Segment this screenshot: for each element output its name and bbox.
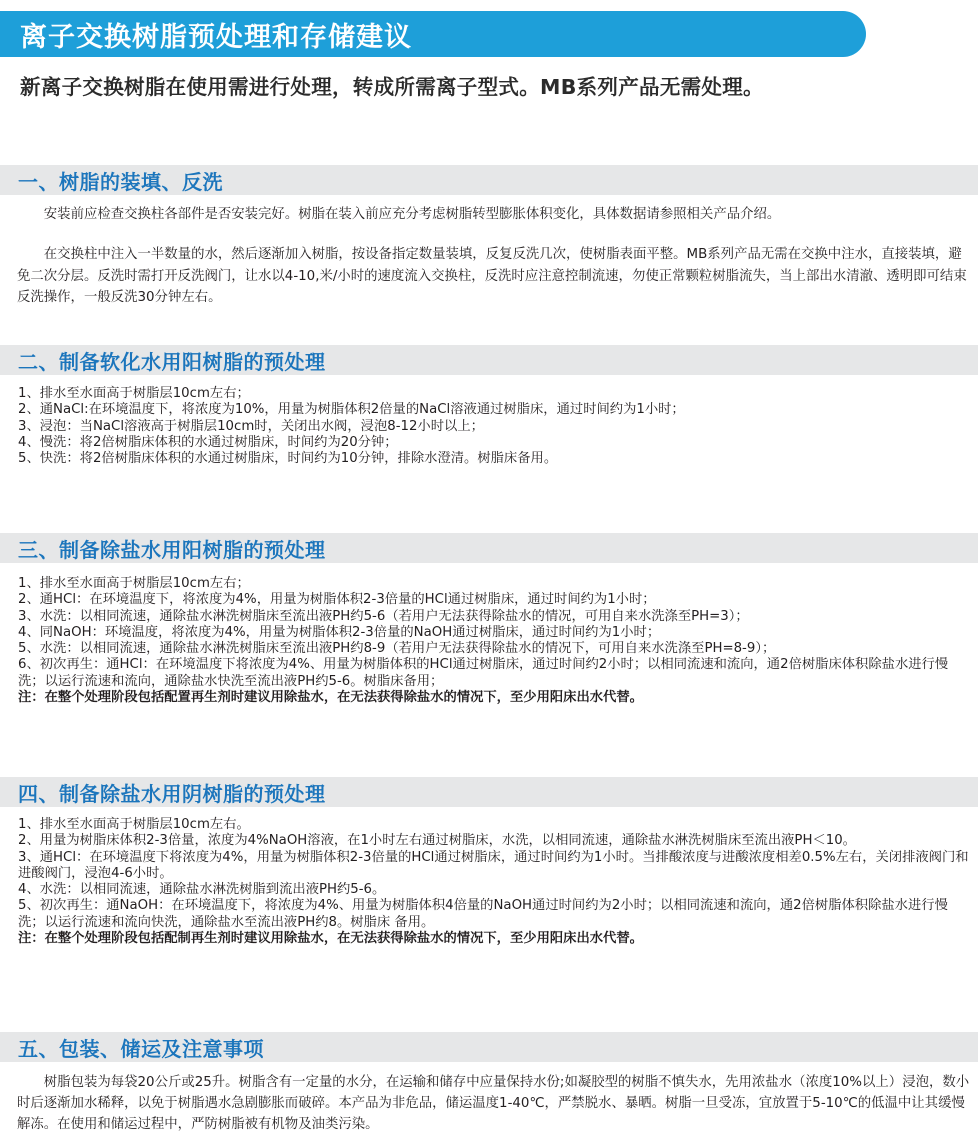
section-2-header — [0, 345, 978, 375]
list-item: 3、浸泡：当NaCl溶液高于树脂层10cm时，关闭出水阀，浸泡8-12小时以上； — [18, 418, 484, 434]
list-item: 2、通HCl：在环境温度下，将浓度为4%，用量为树脂体积2-3倍量的HCl通过树脂床，通过时间约为1小时； — [18, 592, 656, 608]
list-item: 5、水洗：以相同流速，通除盐水淋洗树脂床至流出液PH约8-9（若用户无法获得除盐水的情况下，可用自来水洗涤至PH=8-9）； — [18, 641, 776, 657]
section-2-title: 二、制备软化水用阳树脂的预处理 — [18, 349, 326, 374]
list-item: 4、同NaOH：环境温度，将浓度为4%，用量为树脂体积2-3倍量的NaOH通过树脂床，通过时间约为1小时； — [18, 624, 661, 640]
list-item: 1、排水至水面高于树脂层10cm左右。 — [18, 817, 250, 832]
section-4-note: 注：在整个处理阶段包括配制再生剂时建议用除盐水，在无法获得除盐水的情况下，至少用阳床出水代替。 — [18, 931, 643, 947]
list-item: 4、慢洗：将2倍树脂床体积的水通过树脂床，时间约为20分钟； — [18, 434, 398, 450]
list-item: 6、初次再生：通HCl：在环境温度下将浓度为4%、用量为树脂体积的HCl通过树脂床，通过时间约2小时；以相同流速和流向，通2倍树脂床体积除盐水进行慢洗；以运行流速和流向，通除盐水快洗至流出液PH约5-6。树脂床备用； — [18, 657, 949, 689]
section-3-list — [18, 576, 973, 706]
section-3-title: 三、制备除盐水用阳树脂的预处理 — [18, 537, 326, 562]
list-item: 5、快洗：将2倍树脂床体积的水通过树脂床，时间约为10分钟，排除水澄清。树脂床备用。 — [18, 451, 558, 467]
list-item: 3、通HCl：在环境温度下将浓度为4%，用量为树脂体积2-3倍量的HCl通过树脂床，通过时间约为1小时。当排酸浓度与进酸浓度相差0.5%左右，关闭排液阀门和进酸阀门，浸泡4-6小时。 — [18, 849, 969, 881]
section-1-header — [0, 165, 978, 195]
section-4-list — [18, 817, 973, 947]
list-item: 3、水洗：以相同流速，通除盐水淋洗树脂床至流出液PH约5-6（若用户无法获得除盐水的情况，可用自来水洗涤至PH=3）； — [18, 608, 749, 624]
section-1-paragraph-1: 安装前应检查交换柱各部件是否安装完好。树脂在装入前应充分考虑树脂转型膨胀体积变化，具体数据请参照相关产品介绍。 — [43, 207, 781, 222]
section-1-title: 一、树脂的装填、反洗 — [18, 169, 223, 194]
section-1-paragraph-2: 在交换柱中注入一半数量的水，然后逐渐加入树脂，按设备指定数量装填，反复反洗几次，使树脂表面平整。MB系列产品无需在交换中注水，直接装填，避免二次分层。反洗时需打开反洗阀门，让水以4-10,米/小时的速度流入交换柱，反洗时应注意控制流速，勿使正常颗粒树脂流失，当上部出水清澈、透明即可结束反洗操作，一般反洗30分钟左右。 — [17, 247, 967, 305]
list-item: 5、初次再生：通NaOH：在环境温度下，将浓度为4%、用量为树脂体积4倍量的NaOH通过时间约为2小时；以相同流速和流向，通2倍树脂体积除盐水进行慢洗；以运行流速和流向快洗，通除盐水至流出液PH约8。树脂床 备用。 — [18, 898, 948, 930]
section-5-paragraph: 树脂包装为每袋20公斤或25升。树脂含有一定量的水分，在运输和储存中应量保持水份;如凝胶型的树脂不慎失水，先用浓盐水（浓度10%以上）浸泡，数小时后逐渐加水稀释，以免于树脂遇水急剧膨胀而破碎。本产品为非危品，储运温度1-40℃，严禁脱水、暴晒。树脂一旦受冻，宜放置于5-10℃的低温中让其缓慢解冻。在使用和储运过程中，严防树脂被有机物及油类污染。 — [17, 1075, 970, 1132]
section-5-title: 五、包装、储运及注意事项 — [18, 1036, 264, 1061]
section-2-list — [18, 386, 973, 467]
list-item: 2、用量为树脂床体积2-3倍量，浓度为4%NaOH溶液，在1小时左右通过树脂床，水洗，以相同流速，通除盐水淋洗树脂床至流出液PH＜10。 — [18, 833, 856, 849]
list-item: 1、排水至水面高于树脂层10cm左右； — [18, 576, 250, 591]
list-item: 1、排水至水面高于树脂层10cm左右； — [18, 386, 250, 401]
list-item: 4、水洗：以相同流速，通除盐水淋洗树脂到流出液PH约5-6。 — [18, 882, 386, 898]
page-title: 离子交换树脂预处理和存储建议 — [20, 21, 412, 53]
section-3-header — [0, 533, 978, 563]
title-banner — [0, 11, 866, 57]
section-5-header — [0, 1032, 978, 1062]
section-4-title: 四、制备除盐水用阴树脂的预处理 — [18, 781, 326, 806]
list-item: 2、通NaCl:在环境温度下，将浓度为10%，用量为树脂体积2倍量的NaCl溶液通过树脂床，通过时间约为1小时； — [18, 402, 685, 418]
section-3-note: 注：在整个处理阶段包括配置再生剂时建议用除盐水，在无法获得除盐水的情况下，至少用阳床出水代替。 — [18, 690, 643, 706]
intro-text: 新离子交换树脂在使用需进行处理，转成所需离子型式。MB系列产品无需处理。 — [20, 75, 764, 99]
section-4-header — [0, 777, 978, 807]
